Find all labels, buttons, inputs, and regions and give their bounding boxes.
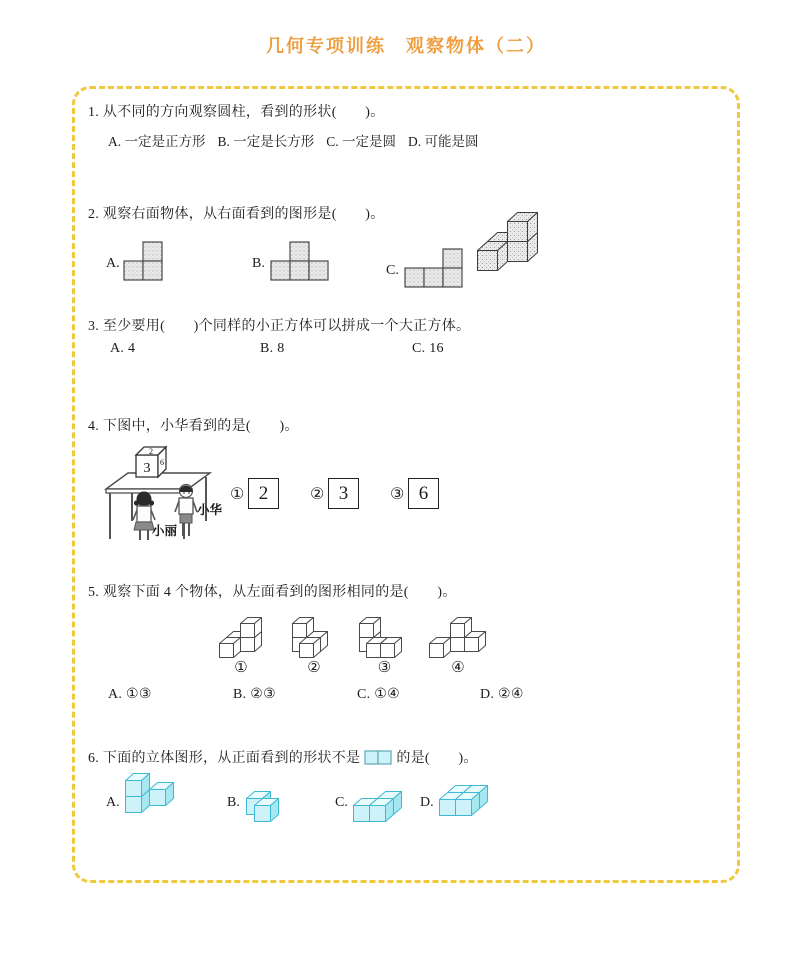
q6-option-b-figure [245,790,280,823]
page-title: 几何专项训练 观察物体（二） [266,36,546,56]
q6-option-a-label: A. [106,795,120,810]
q3-option-b: B. 8 [260,341,285,356]
q2-option-c-label: C. [386,263,399,278]
q6-text-before: 6. 下面的立体图形，从正面看到的形状不是 [88,751,361,766]
question-3-text: 3. 至少要用( )个同样的小正方体可以拼成一个大正方体。 [88,319,471,334]
q1-option-a: A. 一定是正方形 [108,134,206,149]
q6-option-d-label: D. [420,795,434,810]
q2-option-b-figure [270,241,329,281]
q2-object-figure [476,211,539,272]
q5-option-d: D. ②④ [480,687,524,702]
q4-answer-2-box: 3 [328,478,359,509]
q6-inline-shape [364,750,392,765]
q1-option-c: C. 一定是圆 [326,134,397,149]
q1-option-b: B. 一定是长方形 [217,134,315,149]
q5-option-b: B. ②③ [233,687,276,702]
question-4-text: 4. 下图中，小华看到的是( )。 [88,419,299,434]
q6-option-c-label: C. [335,795,348,810]
question-6-text [88,747,478,767]
q6-option-a-figure [124,772,175,814]
q5-option-a: A. ①③ [108,687,152,702]
q2-option-a-label: A. [106,256,120,271]
q6-text-after: 的是( )。 [396,751,478,766]
dice-front-number: 3 [143,461,151,476]
q5-figure-4-label: ④ [451,660,465,676]
question-5-text: 5. 观察下面 4 个物体，从左面看到的图形相同的是( )。 [88,585,457,600]
boy-name-label: 小华 [197,503,223,517]
question-1-text: 1. 从不同的方向观察圆柱，看到的形状( )。 [88,105,385,120]
q2-option-b-label: B. [252,256,265,271]
q2-option-c-figure [404,248,463,288]
q4-answer-3-box: 6 [408,478,439,509]
q4-answer-3-num: ③ [390,486,405,503]
question-2-text: 2. 观察右面物体，从右面看到的图形是( )。 [88,207,385,222]
dice-right-number: 6 [160,458,164,467]
girl-name-label: 小丽 [152,524,178,538]
q5-object-1-figure [218,616,263,659]
q3-option-c: C. 16 [412,341,444,356]
q3-option-a: A. 4 [110,341,136,356]
observation-scene [98,437,233,549]
dice-cube [136,447,166,477]
q6-option-d-figure [438,784,489,817]
q5-object-2-figure [291,616,329,659]
q5-object-3-figure [358,616,403,659]
dice-top-number: 2 [149,447,153,456]
q1-option-d: D. 可能是圆 [408,134,479,149]
q4-answer-1-num: ① [230,486,245,503]
q2-option-a-figure [123,241,163,281]
q5-object-4-figure [428,616,487,659]
q5-figure-3-label: ③ [377,660,392,676]
q6-option-c-figure [352,790,403,823]
q4-answer-2-num: ② [310,486,325,503]
q5-figure-1-label: ① [234,660,248,676]
q5-option-c: C. ①④ [357,687,400,702]
q4-answer-1-box: 2 [248,478,279,509]
question-1-options [108,130,479,150]
q6-option-b-label: B. [227,795,240,810]
q5-figure-2-label: ② [307,660,321,676]
